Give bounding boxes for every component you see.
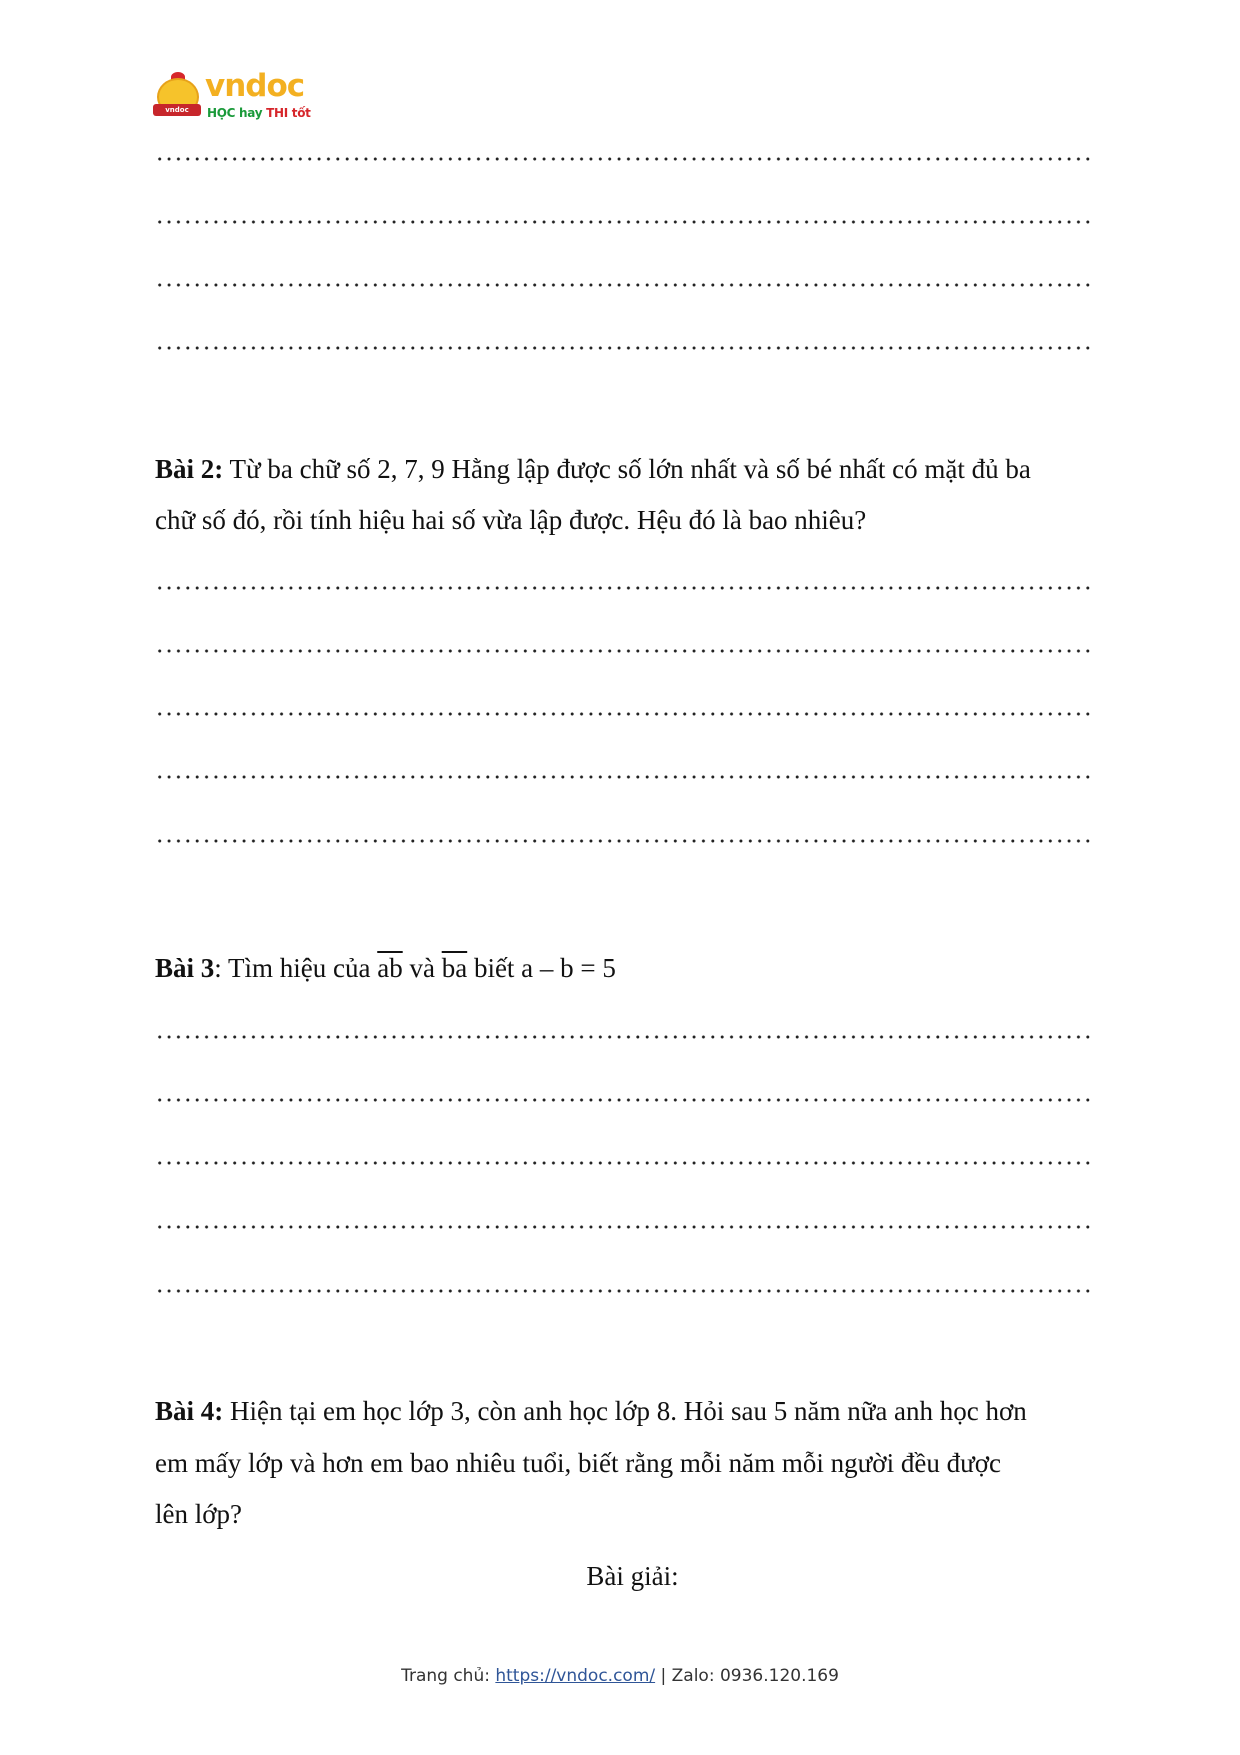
- answer-line: [155, 1225, 1093, 1229]
- vndoc-logo: [153, 68, 323, 128]
- bai3-text: : Tìm hiệu của: [214, 953, 378, 983]
- slogan-red: THI tốt: [266, 106, 311, 120]
- answer-line: [155, 649, 1093, 653]
- bai3-label: Bài 3: [155, 953, 215, 983]
- bai4-line1: [155, 1395, 1027, 1427]
- answer-line: [155, 220, 1093, 224]
- solution-heading: Bài giải:: [586, 1561, 679, 1591]
- bai2-text: Từ ba chữ số 2, 7, 9 Hằng lập được số lớn nhất và số bé nhất có mặt đủ ba: [223, 454, 1031, 484]
- bai2-line2: chữ số đó, rồi tính hiệu hai số vừa lập được. Hệu đó là bao nhiêu?: [155, 505, 867, 535]
- answer-line: [155, 1161, 1093, 1165]
- answer-line: [155, 775, 1093, 779]
- bai4-label: Bài 4:: [155, 1396, 224, 1426]
- answer-line: [155, 1098, 1093, 1102]
- logo-slogan: [207, 106, 311, 120]
- footer-contact: | Zalo: 0936.120.169: [655, 1666, 839, 1686]
- logo-ribbon: vndoc: [153, 104, 201, 116]
- bai3-line: [155, 952, 616, 984]
- answer-line: [155, 283, 1093, 287]
- slogan-green: HỌC hay: [207, 106, 263, 120]
- answer-line: [155, 157, 1093, 161]
- homepage-link[interactable]: https://vndoc.com/: [495, 1666, 656, 1686]
- answer-line: [155, 586, 1093, 590]
- bai3-text: và: [402, 953, 442, 983]
- answer-line: [155, 712, 1093, 716]
- bai4-line2: em mấy lớp và hơn em bao nhiêu tuổi, biết rằng mỗi năm mỗi người đều được: [155, 1448, 1001, 1478]
- bai2-line1: [155, 453, 1031, 485]
- answer-line: [155, 839, 1093, 843]
- bai4-line3: lên lớp?: [155, 1499, 242, 1529]
- bai2-label: Bài 2:: [155, 454, 224, 484]
- bai4-text: Hiện tại em học lớp 3, còn anh học lớp 8. Hỏi sau 5 năm nữa anh học hơn: [223, 1396, 1027, 1426]
- overline-number-ba: $\overline{ba}$: [441, 953, 468, 983]
- footer-label: Trang chủ:: [401, 1666, 496, 1686]
- answer-line: [155, 1289, 1093, 1293]
- logo-brand: vndoc: [205, 68, 305, 104]
- page-footer: [0, 1666, 1240, 1686]
- overline-number-ab: $\overline{ab}$: [377, 953, 403, 983]
- bai3-text: biết a – b = 5: [467, 953, 616, 983]
- answer-line: [155, 346, 1093, 350]
- answer-line: [155, 1035, 1093, 1039]
